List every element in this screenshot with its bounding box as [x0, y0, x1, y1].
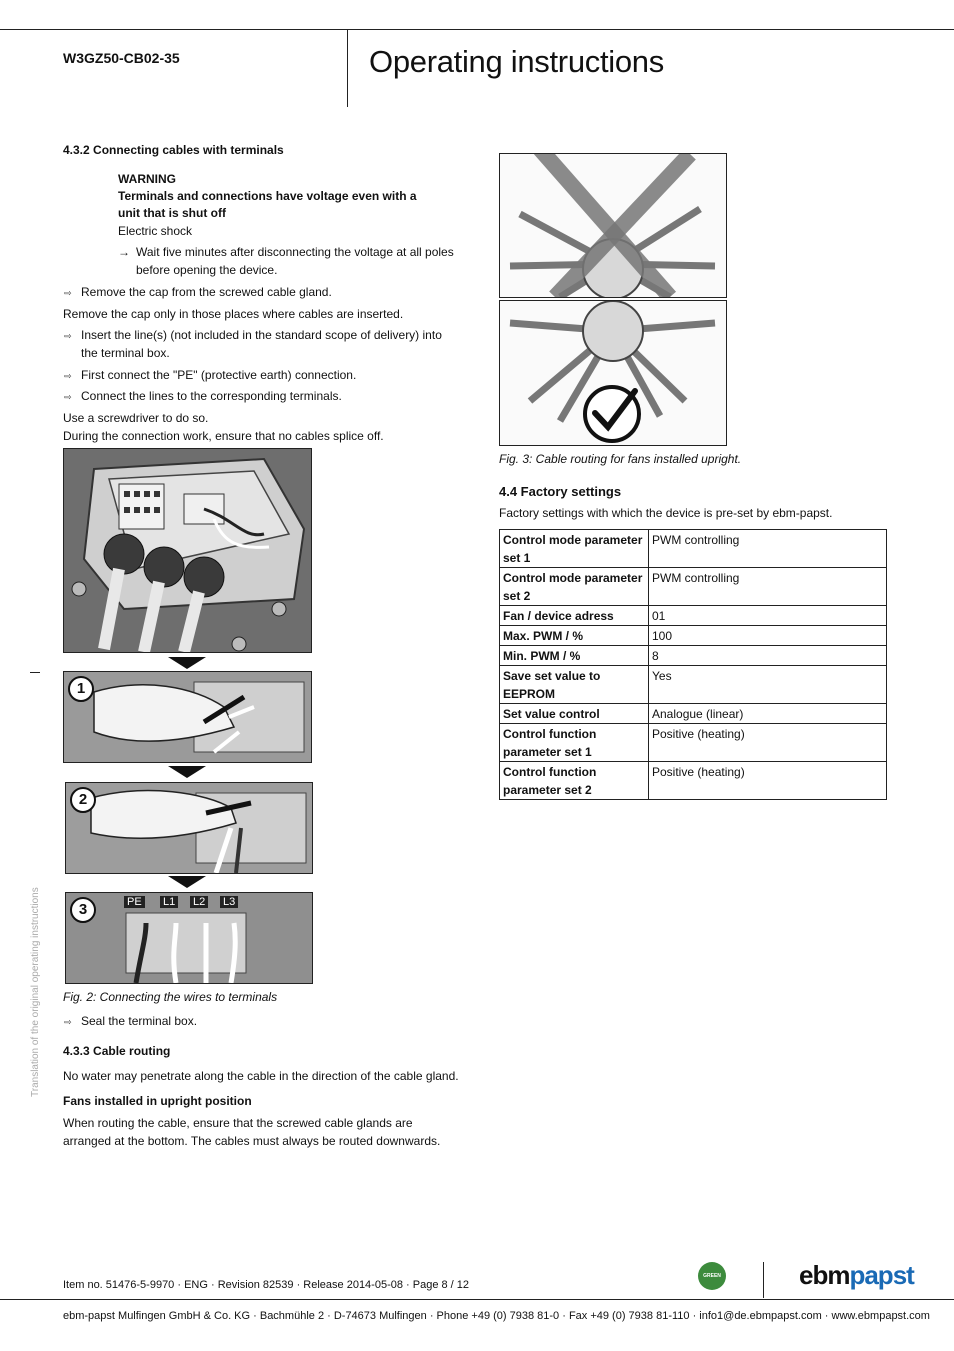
footer-item-line: Item no. 51476-5-9970 · ENG · Revision 82539 · Release 2014-05-08 · Page 8 / 12: [63, 1279, 470, 1291]
footer-divider: [763, 1262, 764, 1298]
table-row: [500, 646, 887, 666]
warning-consequence: Electric shock: [118, 224, 193, 238]
warning-action-1: Wait five minutes after disconnecting the voltage at all poles: [136, 245, 454, 259]
section-heading-routing: 4.3.3 Cable routing: [63, 1044, 171, 1058]
terminal-label-l1: L1: [160, 896, 178, 908]
terminal-box-image: [63, 448, 312, 653]
terminal-label-l3: L3: [220, 896, 238, 908]
setting-key: Control function parameter set 2: [500, 762, 649, 800]
setting-value: 8: [649, 646, 887, 666]
warning-action-2: before opening the device.: [136, 263, 278, 277]
section-heading-connecting: 4.3.2 Connecting cables with terminals: [63, 143, 284, 157]
step-arrow-icon: ⇨: [64, 1017, 72, 1027]
setting-key: Control mode parameter set 1: [500, 530, 649, 568]
setting-key: Save set value to EEPROM: [500, 666, 649, 704]
page-title: Operating instructions: [369, 44, 664, 79]
step-arrow-icon: ⇨: [64, 392, 72, 402]
step-arrow-icon: ⇨: [64, 371, 72, 381]
fig3-caption: Fig. 3: Cable routing for fans installed upright.: [499, 452, 742, 466]
setting-key: Control mode parameter set 2: [500, 568, 649, 606]
upright-text-2: arranged at the bottom. The cables must always be routed downwards.: [63, 1134, 441, 1148]
logo-ebm: ebm: [799, 1260, 850, 1290]
upright-heading: Fans installed in upright position: [63, 1094, 252, 1108]
warning-text-2: unit that is shut off: [118, 206, 226, 220]
routing-text: No water may penetrate along the cable in the direction of the cable gland.: [63, 1069, 459, 1083]
fig3-correct-routing-image: [499, 300, 727, 446]
model-number: W3GZ50-CB02-35: [63, 50, 180, 66]
step-number-badge: 3: [70, 897, 96, 923]
setting-key: Control function parameter set 1: [500, 724, 649, 762]
arrow-down-icon: [168, 766, 206, 778]
setting-key: Max. PWM / %: [500, 626, 649, 646]
setting-key: Fan / device adress: [500, 606, 649, 626]
step-insert-line-2: the terminal box.: [81, 346, 170, 360]
arrow-down-icon: [168, 876, 206, 888]
header-top-rule: [0, 29, 954, 30]
logo-papst: papst: [849, 1260, 914, 1290]
step-number-badge: 2: [70, 787, 96, 813]
note-remove-cap: Remove the cap only in those places where cables are inserted.: [63, 307, 404, 321]
setting-value: PWM controlling: [649, 568, 887, 606]
note-splice: During the connection work, ensure that no cables splice off.: [63, 429, 384, 443]
warning-label: WARNING: [118, 172, 176, 186]
setting-value: 100: [649, 626, 887, 646]
setting-value: 01: [649, 606, 887, 626]
warning-action-arrow-icon: →: [118, 245, 130, 259]
warning-text-1: Terminals and connections have voltage even with a: [118, 189, 417, 203]
factory-settings-table: [499, 529, 887, 800]
footer-company-line: ebm-papst Mulfingen GmbH & Co. KG · Bachmühle 2 · D-74673 Mulfingen · Phone +49 (0) 7938 81-0 · Fax +49 (0) 7938 81-110 · info1@de.ebmpapst.com · www.ebmpapst.com: [63, 1310, 930, 1322]
setting-value: Analogue (linear): [649, 704, 887, 724]
ebmpapst-logo: [799, 1260, 914, 1291]
setting-value: Yes: [649, 666, 887, 704]
step-insert-line-1: Insert the line(s) (not included in the standard scope of delivery) into: [81, 328, 442, 342]
table-row: [500, 626, 887, 646]
table-row: [500, 704, 887, 724]
table-row: [500, 762, 887, 800]
step-seal: Seal the terminal box.: [81, 1014, 198, 1028]
setting-key: Set value control: [500, 704, 649, 724]
header-divider: [347, 30, 348, 107]
margin-mark: [30, 672, 40, 673]
setting-value: Positive (heating): [649, 724, 887, 762]
sidebar-translation-note: Translation of the original operating instructions: [30, 887, 41, 1097]
fig3-wrong-routing-image: [499, 153, 727, 298]
table-row: [500, 568, 887, 606]
step-3-image: [65, 892, 313, 984]
step-remove-cap: Remove the cap from the screwed cable gland.: [81, 285, 332, 299]
step-number-badge: 1: [68, 676, 94, 702]
upright-text-1: When routing the cable, ensure that the screwed cable glands are: [63, 1116, 413, 1130]
step-2-image: [65, 782, 313, 874]
factory-settings-intro: Factory settings with which the device is pre-set by ebm-papst.: [499, 506, 833, 520]
setting-value: PWM controlling: [649, 530, 887, 568]
step-arrow-icon: ⇨: [64, 331, 72, 341]
factory-settings-heading: 4.4 Factory settings: [499, 484, 622, 499]
step-connect-pe: First connect the "PE" (protective earth) connection.: [81, 368, 357, 382]
table-row: [500, 666, 887, 704]
step-1-image: [63, 671, 312, 763]
arrow-down-icon: [168, 657, 206, 669]
footer-rule: [0, 1299, 954, 1300]
green-tech-badge-icon: GREEN TECH: [698, 1262, 726, 1290]
fig2-caption: Fig. 2: Connecting the wires to terminals: [63, 990, 278, 1004]
table-row: [500, 530, 887, 568]
step-connect-lines: Connect the lines to the corresponding terminals.: [81, 389, 342, 403]
step-arrow-icon: ⇨: [64, 288, 72, 298]
setting-value: Positive (heating): [649, 762, 887, 800]
note-screwdriver: Use a screwdriver to do so.: [63, 411, 209, 425]
terminal-label-l2: L2: [190, 896, 208, 908]
setting-key: Min. PWM / %: [500, 646, 649, 666]
table-row: [500, 724, 887, 762]
table-row: [500, 606, 887, 626]
terminal-label-pe: PE: [124, 896, 145, 908]
